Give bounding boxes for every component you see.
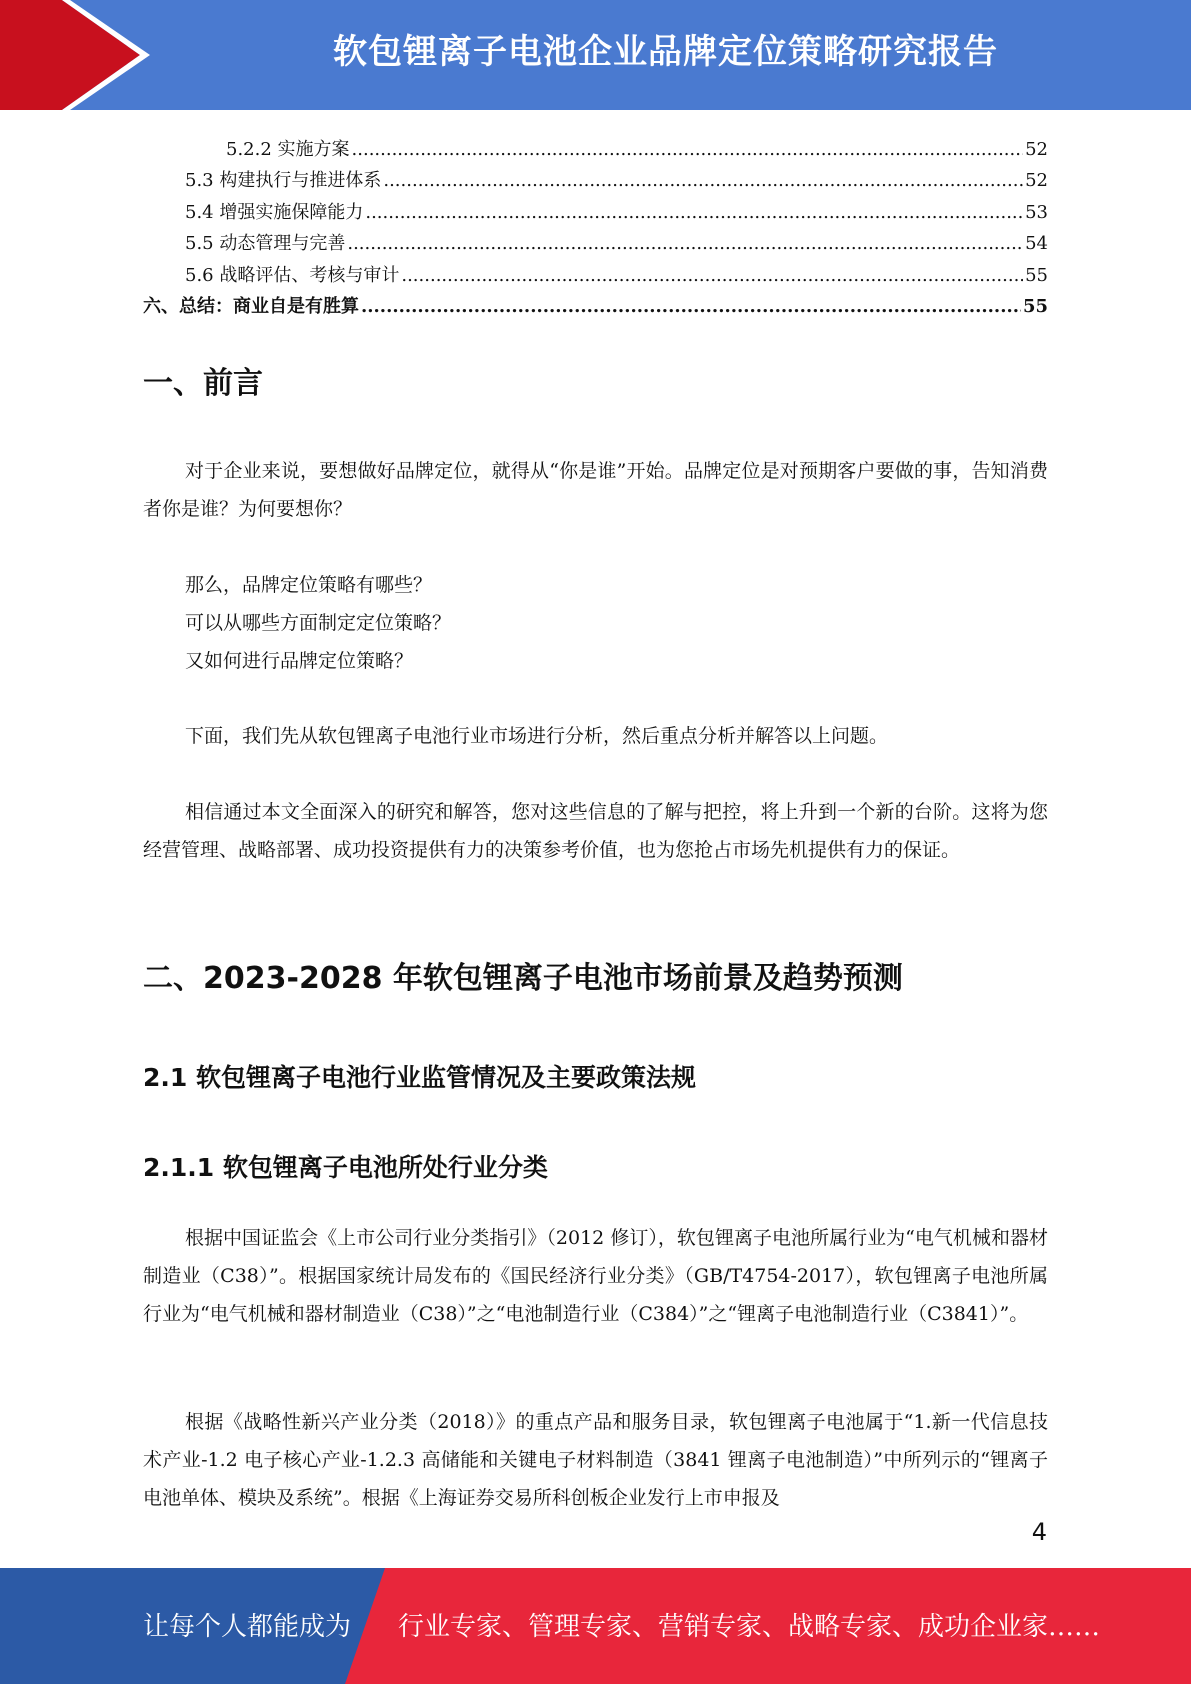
section-heading-preface: 一、前言 (143, 366, 263, 401)
toc-page: 55 (1025, 264, 1048, 286)
footer-slogan-left: 让每个人都能成为 (143, 1612, 352, 1642)
footer-slogan-right: 行业专家、管理专家、营销专家、战略专家、成功企业家…… (398, 1612, 1101, 1642)
toc-entry[interactable] (143, 193, 1048, 225)
subsubsection-heading: 2.1.1 软包锂离子电池所处行业分类 (143, 1153, 548, 1182)
question-line: 那么，品牌定位策略有哪些？ (185, 574, 433, 596)
report-title: 软包锂离子电池企业品牌定位策略研究报告 (333, 32, 998, 72)
paragraph: 根据《战略性新兴产业分类（2018）》的重点产品和服务目录，软包锂离子电池属于“1.新一代信息技术产业-1.2 电子核心产业-1.2.3 高储能和关键电子材料制造（3841 锂离子电池制造）”中所列示的“锂离子电池单体、模块及系统”。根据《上海证券交易所科创板企业发行上市申报及 (143, 1411, 1048, 1509)
toc-page: 52 (1025, 138, 1048, 160)
paragraph: 相信通过本文全面深入的研究和解答，您对这些信息的了解与把控，将上升到一个新的台阶。这将为您经营管理、战略部署、成功投资提供有力的决策参考价值，也为您抢占市场先机提供有力的保证。 (143, 801, 1048, 861)
question-line: 又如何进行品牌定位策略？ (185, 650, 414, 672)
page-footer (0, 1568, 1191, 1684)
toc-page: 52 (1025, 170, 1048, 191)
paragraph: 下面，我们先从软包锂离子电池行业市场进行分析，然后重点分析并解答以上问题。 (185, 725, 889, 747)
page-number: 4 (1031, 1518, 1047, 1546)
table-of-contents (143, 130, 1048, 319)
toc-page: 53 (1025, 201, 1048, 223)
header-red-chevron (0, 0, 140, 110)
page-header (0, 0, 1191, 110)
subsection-heading: 2.1 软包锂离子电池行业监管情况及主要政策法规 (143, 1063, 696, 1092)
toc-label: 六、总结：商业自是有胜算 (143, 296, 359, 317)
paragraph: 根据中国证监会《上市公司行业分类指引》（2012 修订），软包锂离子电池所属行业为“电气机械和器材制造业（C38）”。根据国家统计局发布的《国民经济行业分类》（GB/T4754-2017），软包锂离子电池所属行业为“电气机械和器材制造业（C38）”之“电池制造行业（C384）”之“锂离子电池制造行业（C3841）”。 (143, 1227, 1048, 1325)
paragraph: 对于企业来说，要想做好品牌定位，就得从“你是谁”开始。品牌定位是对预期客户要做的事，告知消费者你是谁？为何要想你？ (143, 460, 1048, 520)
toc-leader (383, 169, 1023, 193)
toc-page: 55 (1022, 296, 1048, 317)
toc-leader (352, 138, 1024, 162)
toc-entry[interactable] (143, 162, 1048, 194)
toc-label: 5.4 增强实施保障能力 (185, 201, 364, 223)
toc-entry[interactable] (143, 225, 1048, 257)
section-heading-market-outlook: 二、2023-2028 年软包锂离子电池市场前景及趋势预测 (143, 961, 903, 996)
toc-leader (401, 264, 1023, 288)
toc-leader (347, 232, 1023, 256)
toc-entry[interactable] (143, 256, 1048, 288)
toc-label: 5.5 动态管理与完善 (185, 233, 346, 254)
toc-entry[interactable] (143, 130, 1048, 162)
question-line: 可以从哪些方面制定定位策略？ (185, 612, 452, 634)
toc-label: 5.3 构建执行与推进体系 (185, 170, 382, 191)
toc-label: 5.2.2 实施方案 (226, 138, 350, 160)
toc-entry[interactable] (143, 288, 1048, 320)
toc-label: 5.6 战略评估、考核与审计 (185, 264, 400, 286)
toc-leader (361, 295, 1021, 319)
toc-leader (365, 201, 1023, 225)
toc-page: 54 (1025, 233, 1048, 254)
